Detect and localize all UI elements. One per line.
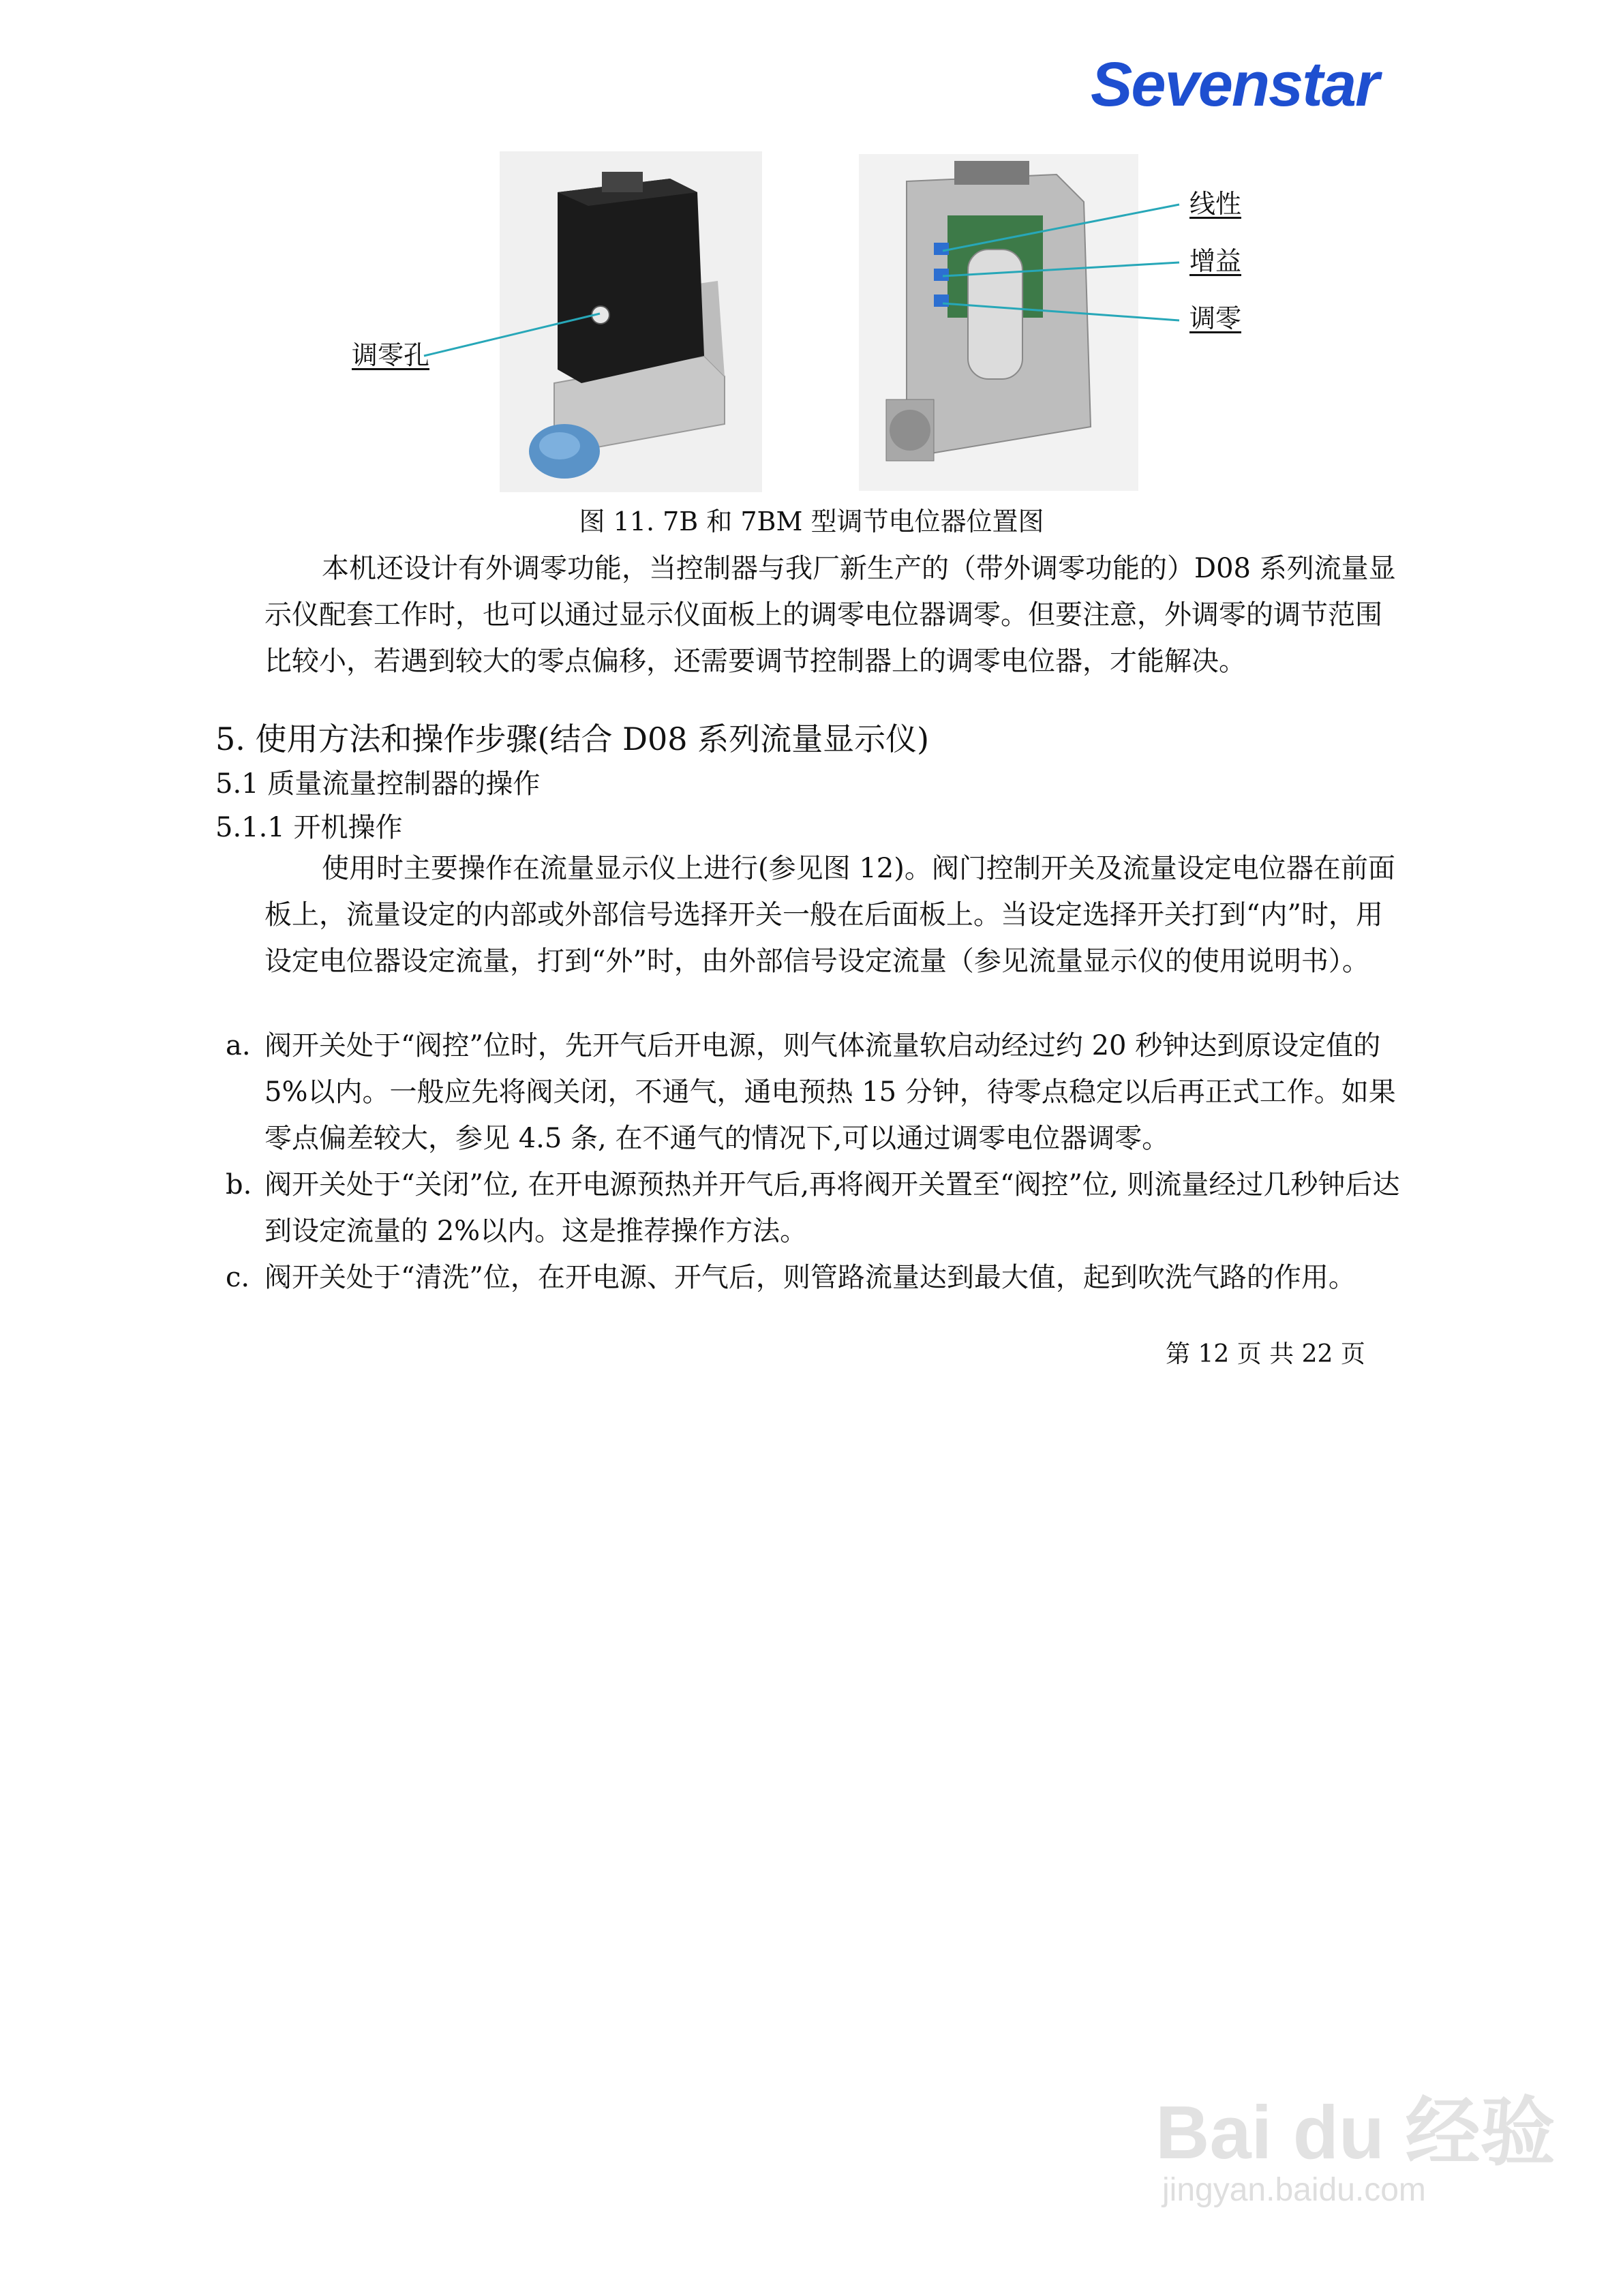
callout-label-linearity: 线性 <box>1189 189 1242 219</box>
callout-label-zero-hole: 调零孔 <box>352 340 430 370</box>
baidu-watermark-url: jingyan.baidu.com <box>1162 2172 1426 2208</box>
baidu-watermark-logo: Bai du 经验 <box>1155 2091 1556 2175</box>
section-heading-5-1: 5.1 质量流量控制器的操作 <box>215 768 541 800</box>
figure-caption: 图 11. 7B 和 7BM 型调节电位器位置图 <box>579 507 1044 537</box>
list-item-text: 阀开关处于“阀控”位时，先开气后开电源，则气体流量软启动经过约 20 秒钟达到原设定值的 5%以内。一般应先将阀关闭，不通气，通电预热 15 分钟，待零点稳定以后再正式工作。如果零点偏差较大，参见 4.5 条, 在不通气的情况下,可以通过调零电位器调零。 <box>264 1030 1396 1154</box>
callout-line-linearity <box>943 205 1179 251</box>
callout-line-zero-hole <box>424 314 600 356</box>
callout-line-zero <box>943 303 1179 320</box>
section-heading-5: 5. 使用方法和操作步骤(结合 D08 系列流量显示仪) <box>215 721 930 757</box>
list-marker: a. <box>226 1030 251 1061</box>
list-item-text: 阀开关处于“清洗”位，在开电源、开气后，则管路流量达到最大值，起到吹洗气路的作用。 <box>264 1262 1356 1293</box>
callout-label-gain: 增益 <box>1189 246 1242 276</box>
intro-paragraph-text: 本机还设计有外调零功能，当控制器与我厂新生产的（带外调零功能的）D08 系列流量显示仪配套工作时，也可以通过显示仪面板上的调零电位器调零。但要注意，外调零的调节范围比较小，若遇到较大的零点偏移，还需要调节控制器上的调零电位器，才能解决。 <box>264 553 1396 677</box>
list-item-a <box>226 1023 1404 1162</box>
list-item-c <box>226 1254 1404 1301</box>
page-number: 第 12 页 共 22 页 <box>1166 1340 1365 1368</box>
sevenstar-logo: Sevenstar <box>1091 50 1378 119</box>
list-marker: b. <box>226 1169 252 1200</box>
body-paragraph <box>264 845 1404 984</box>
body-paragraph-text: 使用时主要操作在流量显示仪上进行(参见图 12)。阀门控制开关及流量设定电位器在前面板上，流量设定的内部或外部信号选择开关一般在后面板上。当设定选择开关打到“内”时，用设定电位器设定流量，打到“外”时，由外部信号设定流量（参见流量显示仪的使用说明书）。 <box>264 853 1395 977</box>
list-item-b <box>226 1162 1404 1254</box>
list-item-text: 阀开关处于“关闭”位, 在开电源预热并开气后,再将阀开关置至“阀控”位, 则流量经过几秒钟后达到设定流量的 2%以内。这是推荐操作方法。 <box>264 1169 1400 1247</box>
callout-label-zero: 调零 <box>1189 303 1242 333</box>
list-marker: c. <box>226 1262 250 1293</box>
callout-line-gain <box>943 262 1179 276</box>
intro-paragraph <box>264 545 1404 684</box>
section-heading-5-1-1: 5.1.1 开机操作 <box>215 812 403 843</box>
